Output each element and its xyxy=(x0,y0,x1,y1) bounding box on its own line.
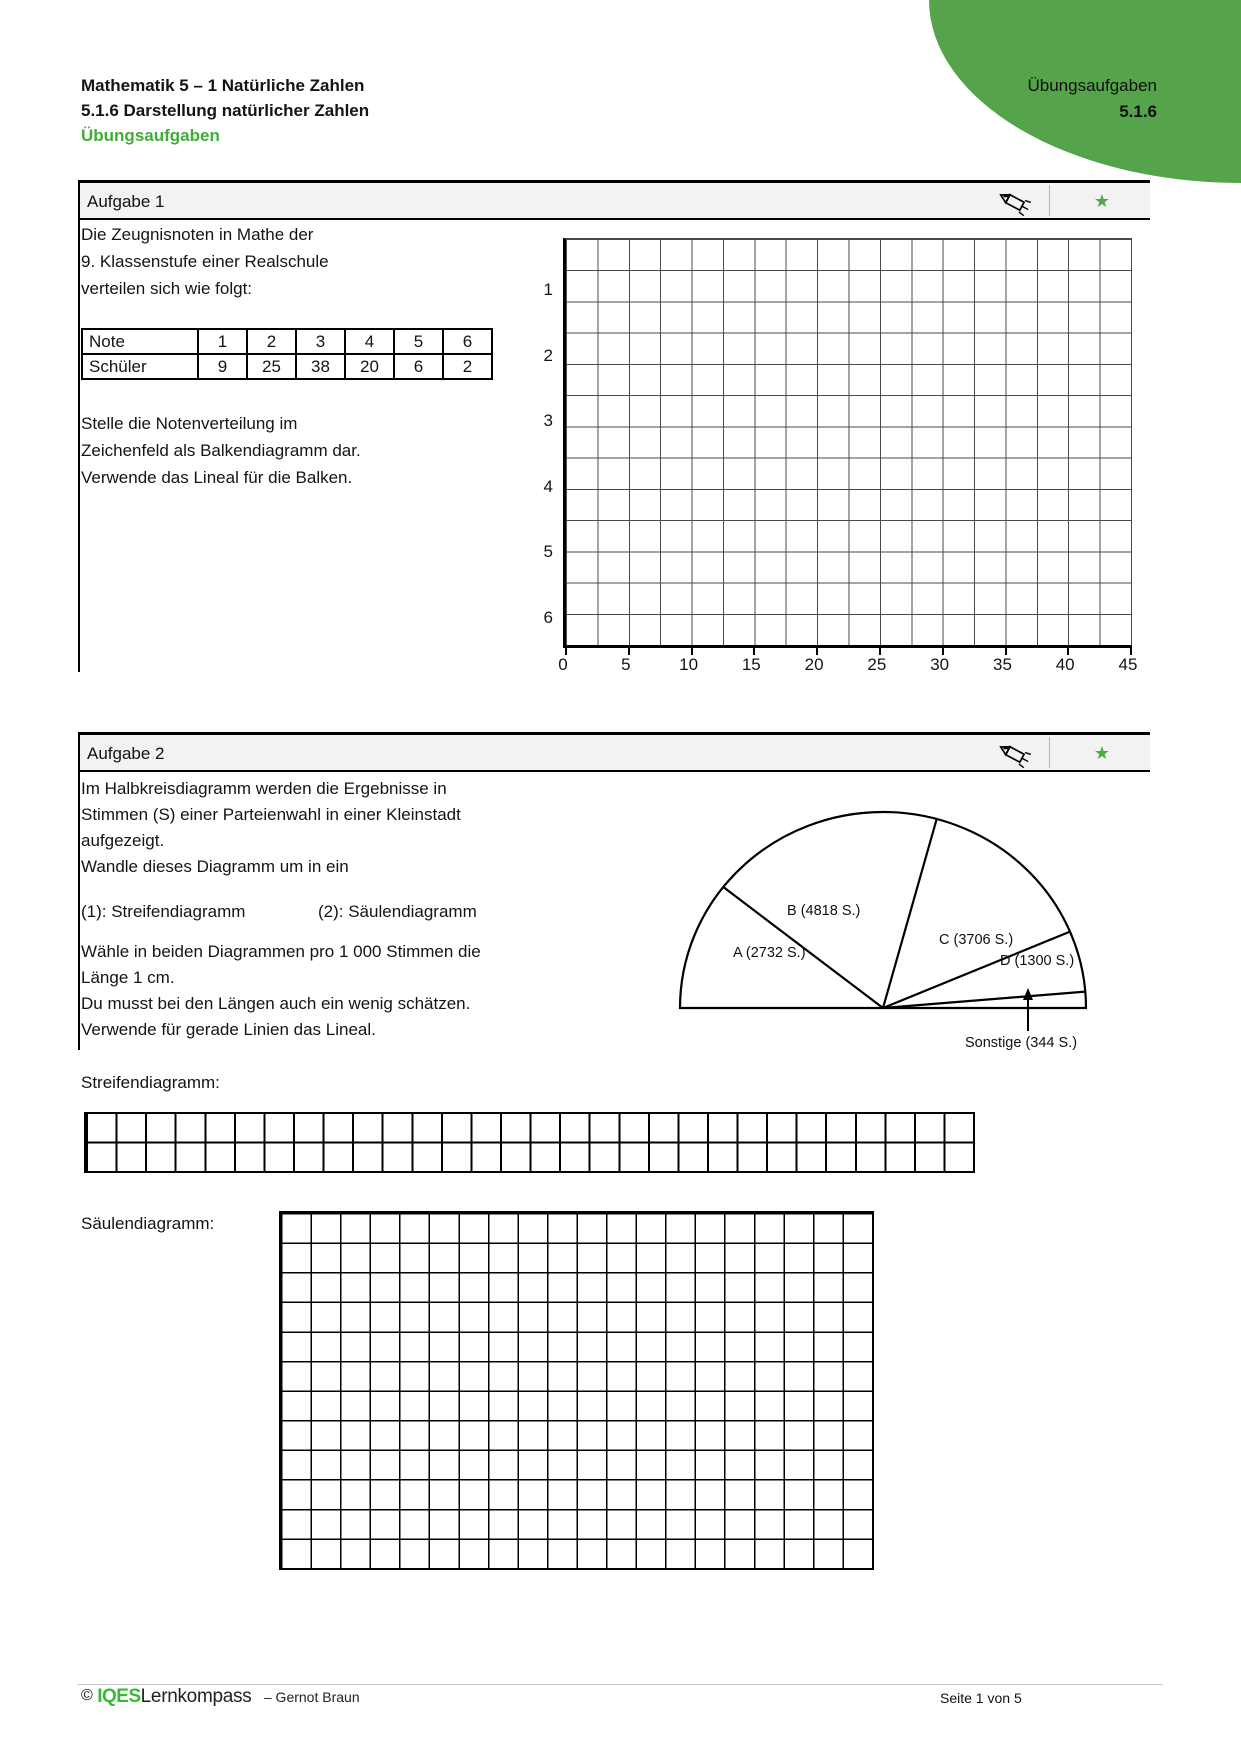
corner-label: Übungsaufgaben xyxy=(1027,76,1157,95)
page-number: Seite 1 von 5 xyxy=(940,1690,1022,1706)
brand-iqes: IQES xyxy=(97,1686,141,1707)
task2-left-border xyxy=(78,772,80,1050)
copyright-icon: © xyxy=(81,1687,93,1704)
task1-instruction-line3: Verwende das Lineal für die Balken. xyxy=(81,468,353,487)
task2-title: Aufgabe 2 xyxy=(87,744,165,763)
task2-intro-line3: aufgezeigt. xyxy=(81,831,165,850)
strip-answer-grid xyxy=(84,1112,975,1173)
count-cell: 2 xyxy=(443,354,492,379)
task1-intro-line2: 9. Klassenstufe einer Realschule xyxy=(81,252,329,271)
x-tick xyxy=(1130,645,1132,655)
task2-intro-line2: Stimmen (S) einer Parteienwahl in einer Kleinstadt xyxy=(81,805,461,824)
footer-author: – Gernot Braun xyxy=(263,1689,360,1705)
task2-intro-line1: Im Halbkreisdiagramm werden die Ergebnisse in xyxy=(81,779,447,798)
drawing-grid-task1 xyxy=(563,238,1132,648)
axis-xlabel-30: 30 xyxy=(930,655,950,674)
brand-lernkompass: Lernkompass xyxy=(140,1686,252,1707)
x-tick xyxy=(753,645,755,655)
axis-ylabel-2: 2 xyxy=(543,346,553,365)
header-topic: 5.1.6 Darstellung natürlicher Zahlen xyxy=(81,101,370,120)
axis-xlabel-40: 40 xyxy=(1055,655,1075,674)
grade-table xyxy=(81,328,493,380)
count-cell: 25 xyxy=(247,354,296,379)
task1-instruction-line2: Zeichenfeld als Balkendiagramm dar. xyxy=(81,441,361,460)
axis-xlabel-25: 25 xyxy=(867,655,887,674)
header-subtitle: Übungsaufgaben xyxy=(81,126,220,145)
axis-xlabel-35: 35 xyxy=(993,655,1012,674)
bar-divider xyxy=(1049,185,1050,216)
axis-xlabel-20: 20 xyxy=(804,655,824,674)
pie-label-sonstige: Sonstige (344 S.) xyxy=(965,1035,1078,1051)
column-diagram-label: Säulendiagramm: xyxy=(81,1214,215,1233)
axis-xlabel-45: 45 xyxy=(1118,655,1138,674)
axis-ylabel-4: 4 xyxy=(543,477,553,496)
bar-divider xyxy=(1049,737,1050,768)
task2-header-bar xyxy=(78,732,1150,772)
grade-cell: 1 xyxy=(198,329,247,354)
pencil-icon xyxy=(996,739,1032,769)
pencil-icon xyxy=(996,187,1032,217)
pie-label-d: D (1300 S.) xyxy=(1000,953,1075,969)
pie-label-b: B (4818 S.) xyxy=(787,903,861,919)
task1-instruction-line1: Stelle die Notenverteilung im xyxy=(81,414,298,433)
count-cell: 9 xyxy=(198,354,247,379)
column-answer-grid xyxy=(279,1211,874,1570)
task2-option1: (1): Streifendiagramm xyxy=(81,902,246,921)
task2-intro-line4: Wandle dieses Diagramm um in ein xyxy=(81,857,349,876)
task2-detail-line4: Verwende für gerade Linien das Lineal. xyxy=(81,1020,376,1039)
half-circle-diagram xyxy=(655,785,1115,1070)
sonstige-arrow xyxy=(1023,988,1033,1031)
count-cell: 6 xyxy=(394,354,443,379)
axis-xlabel-0: 0 xyxy=(558,655,568,674)
pie-label-c: C (3706 S.) xyxy=(939,932,1014,948)
count-cell: 38 xyxy=(296,354,345,379)
task1-intro-line3: verteilen sich wie folgt: xyxy=(81,279,253,298)
half-circle-svg xyxy=(655,785,1115,1070)
corner-code: 5.1.6 xyxy=(1119,102,1157,121)
axis-ylabel-6: 6 xyxy=(543,608,553,627)
table-note-label: Note xyxy=(82,329,198,354)
count-cell: 20 xyxy=(345,354,394,379)
x-tick xyxy=(565,645,567,655)
axis-xlabel-10: 10 xyxy=(679,655,699,674)
axis-ylabel-1: 1 xyxy=(543,280,553,299)
table-schueler-label: Schüler xyxy=(82,354,198,379)
task1-left-border xyxy=(78,220,80,672)
axis-ylabel-5: 5 xyxy=(543,542,553,561)
task2-difficulty-star: ★ xyxy=(1093,743,1110,763)
strip-diagram-label: Streifendiagramm: xyxy=(81,1073,220,1092)
x-tick xyxy=(628,645,630,655)
axis-xlabel-15: 15 xyxy=(741,655,761,674)
grade-cell: 6 xyxy=(443,329,492,354)
footer-rule xyxy=(78,1684,1163,1685)
x-tick xyxy=(1067,645,1069,655)
header-course: Mathematik 5 – 1 Natürliche Zahlen xyxy=(81,76,365,95)
task1-header-bar xyxy=(78,180,1150,220)
x-tick xyxy=(816,645,818,655)
grade-cell: 5 xyxy=(394,329,443,354)
grade-cell: 2 xyxy=(247,329,296,354)
task1-difficulty-star: ★ xyxy=(1093,191,1110,211)
x-tick xyxy=(942,645,944,655)
axis-xlabel-5: 5 xyxy=(621,655,631,674)
axis-ylabel-3: 3 xyxy=(543,411,553,430)
table-row-schueler xyxy=(82,354,492,379)
task1-intro-line1: Die Zeugnisnoten in Mathe der xyxy=(81,225,314,244)
task1-title: Aufgabe 1 xyxy=(87,192,165,211)
table-row-note xyxy=(82,329,492,354)
x-tick xyxy=(879,645,881,655)
task2-option2: (2): Säulendiagramm xyxy=(318,902,477,921)
x-tick xyxy=(691,645,693,655)
footer-brand xyxy=(81,1686,360,1708)
x-tick xyxy=(1005,645,1007,655)
task2-detail-line1: Wähle in beiden Diagrammen pro 1 000 Stimmen die xyxy=(81,942,481,961)
grade-cell: 3 xyxy=(296,329,345,354)
grade-cell: 4 xyxy=(345,329,394,354)
pie-label-a: A (2732 S.) xyxy=(733,945,806,961)
task2-detail-line2: Länge 1 cm. xyxy=(81,968,175,987)
task2-detail-line3: Du musst bei den Längen auch ein wenig schätzen. xyxy=(81,994,471,1013)
